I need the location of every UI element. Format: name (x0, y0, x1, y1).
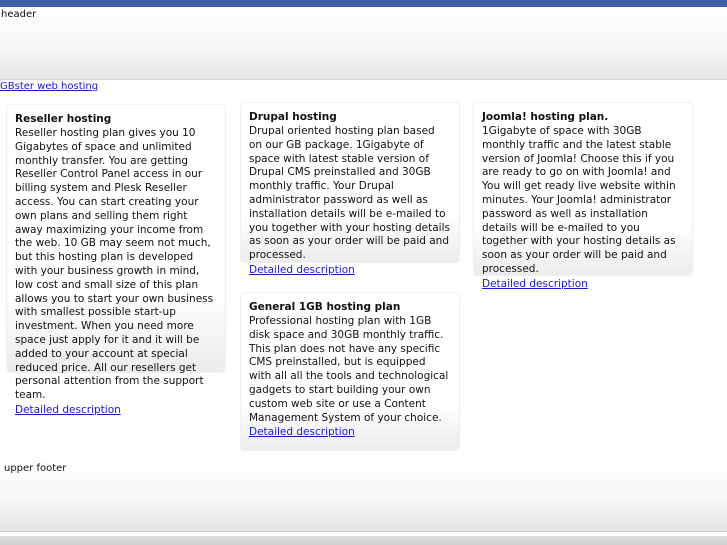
plan-description: Drupal oriented hosting plan based on our GB package. 1Gigabyte of space with latest stable version of Drupal CMS preinstalled and 30GB monthly traffic. Your Drupal administrator password as well as installation details will be e-mailed to you together with your hosting details as soon as your order will be paid and processed. (249, 125, 450, 262)
plan-card-general (241, 293, 459, 450)
plan-description: Professional hosting plan with 1GB disk space and 30GB monthly traffic. This plan does not have any specific CMS preinstalled, but is equipped with all all the tools and technological gadgets to start building your own custom web site or use a Content Management System of your choice. (249, 315, 449, 424)
detailed-description-link[interactable]: Detailed description (249, 426, 355, 439)
upper-footer (0, 459, 727, 532)
plan-card-reseller (7, 105, 225, 416)
top-accent-bar (0, 0, 727, 7)
plan-description: 1Gigabyte of space with 30GB monthly traffic and the latest stable version of Joomla! Choose this if you are ready to go on with Joomla! and You will get ready live website within minutes. Your Joomla! administrator password as well as installation details will be e-mailed to you together with your hosting details as soon as your order will be paid and processed. (482, 125, 676, 275)
plan-card-drupal (241, 103, 459, 276)
plan-title: Drupal hosting (249, 111, 337, 123)
bottom-footer-bar (0, 536, 727, 545)
detailed-description-link[interactable]: Detailed description (482, 277, 588, 290)
plan-title: Joomla! hosting plan. (482, 111, 609, 123)
plan-description: Reseller hosting plan gives you 10 Gigabytes of space and unlimited monthly transfer. You are getting Reseller Control Panel access in our billing system and Plesk Reseller access. You can start creating your own plans and selling them right away maximizing your income from the web. 10 GB may seem not much, but this hosting plan is developed with your business growth in mind, low cost and small size of this plan allows you to start your own business with smallest possible start-up investment. When you need more space just apply for it and it will be added to your account at special reduced price. All our resellers get personal attention from the support team. (15, 127, 214, 402)
site-home-link[interactable]: GBster web hosting (0, 81, 99, 92)
plan-title: Reseller hosting (15, 113, 112, 125)
plan-title: General 1GB hosting plan (249, 301, 401, 313)
upper-footer-label: upper footer (4, 463, 67, 474)
header (0, 7, 727, 80)
detailed-description-link[interactable]: Detailed description (15, 403, 121, 416)
detailed-description-link[interactable]: Detailed description (249, 263, 355, 276)
header-label: header (1, 9, 37, 20)
plan-card-joomla (474, 103, 692, 290)
